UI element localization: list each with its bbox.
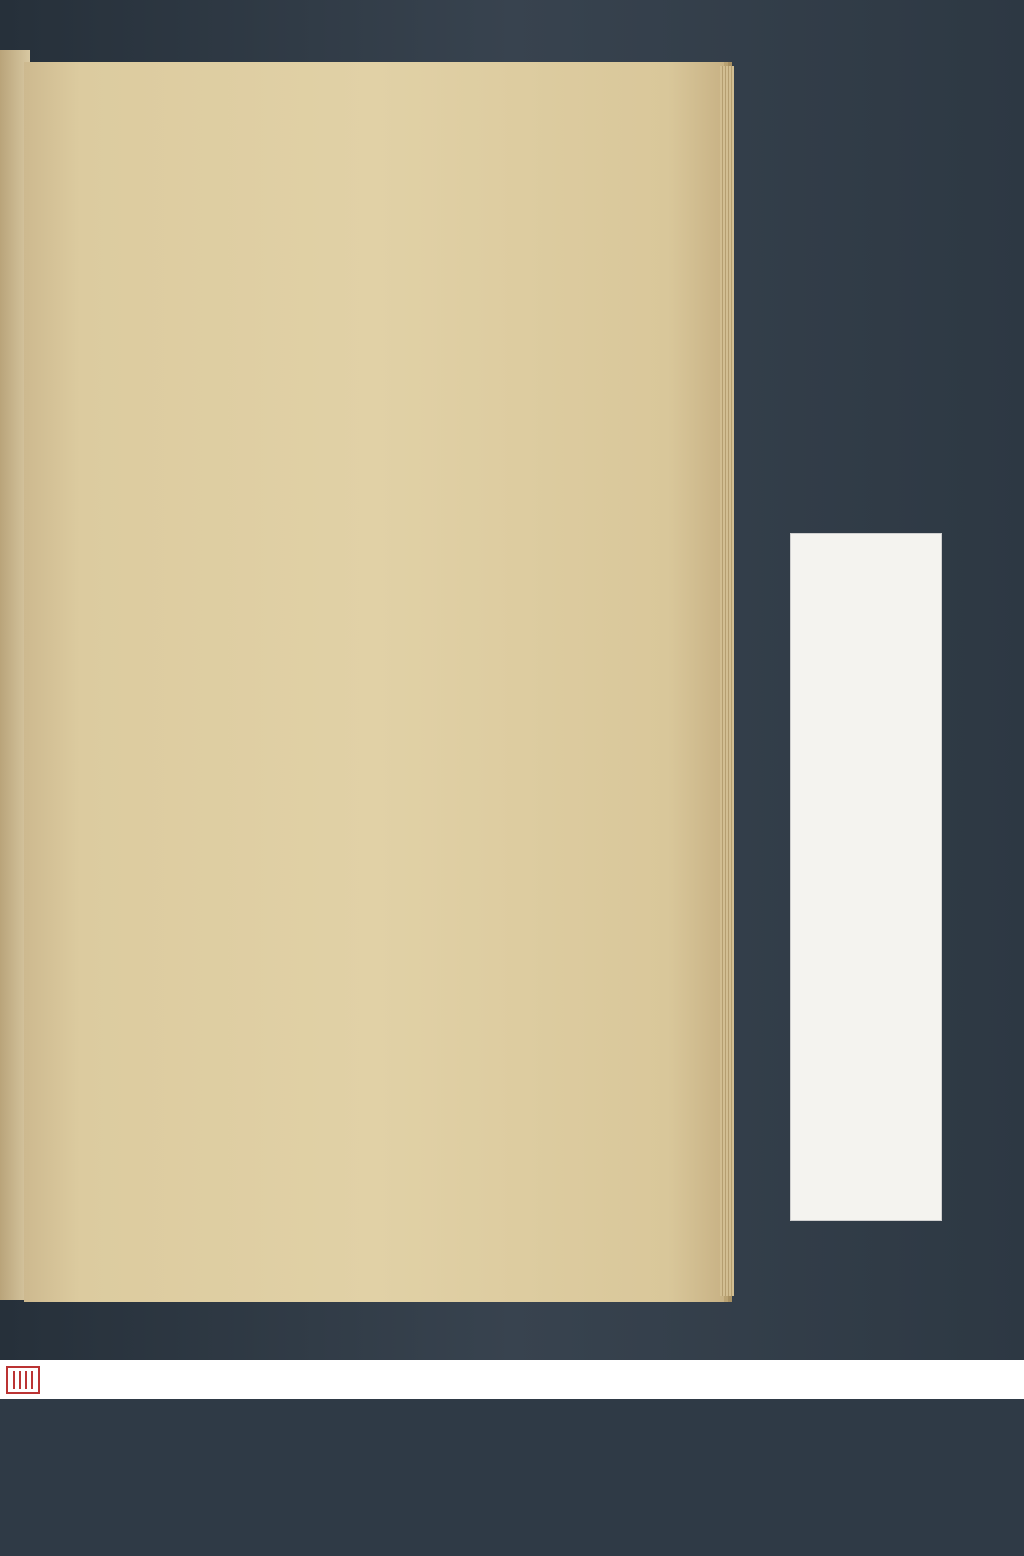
library-name — [790, 870, 850, 1556]
decorated-initial — [58, 788, 130, 888]
page-header — [150, 92, 630, 132]
book-page — [24, 62, 724, 1302]
hab-logo-icon — [6, 1366, 40, 1394]
footer-bar — [0, 1360, 1024, 1399]
page-stack-edge — [720, 66, 734, 1296]
